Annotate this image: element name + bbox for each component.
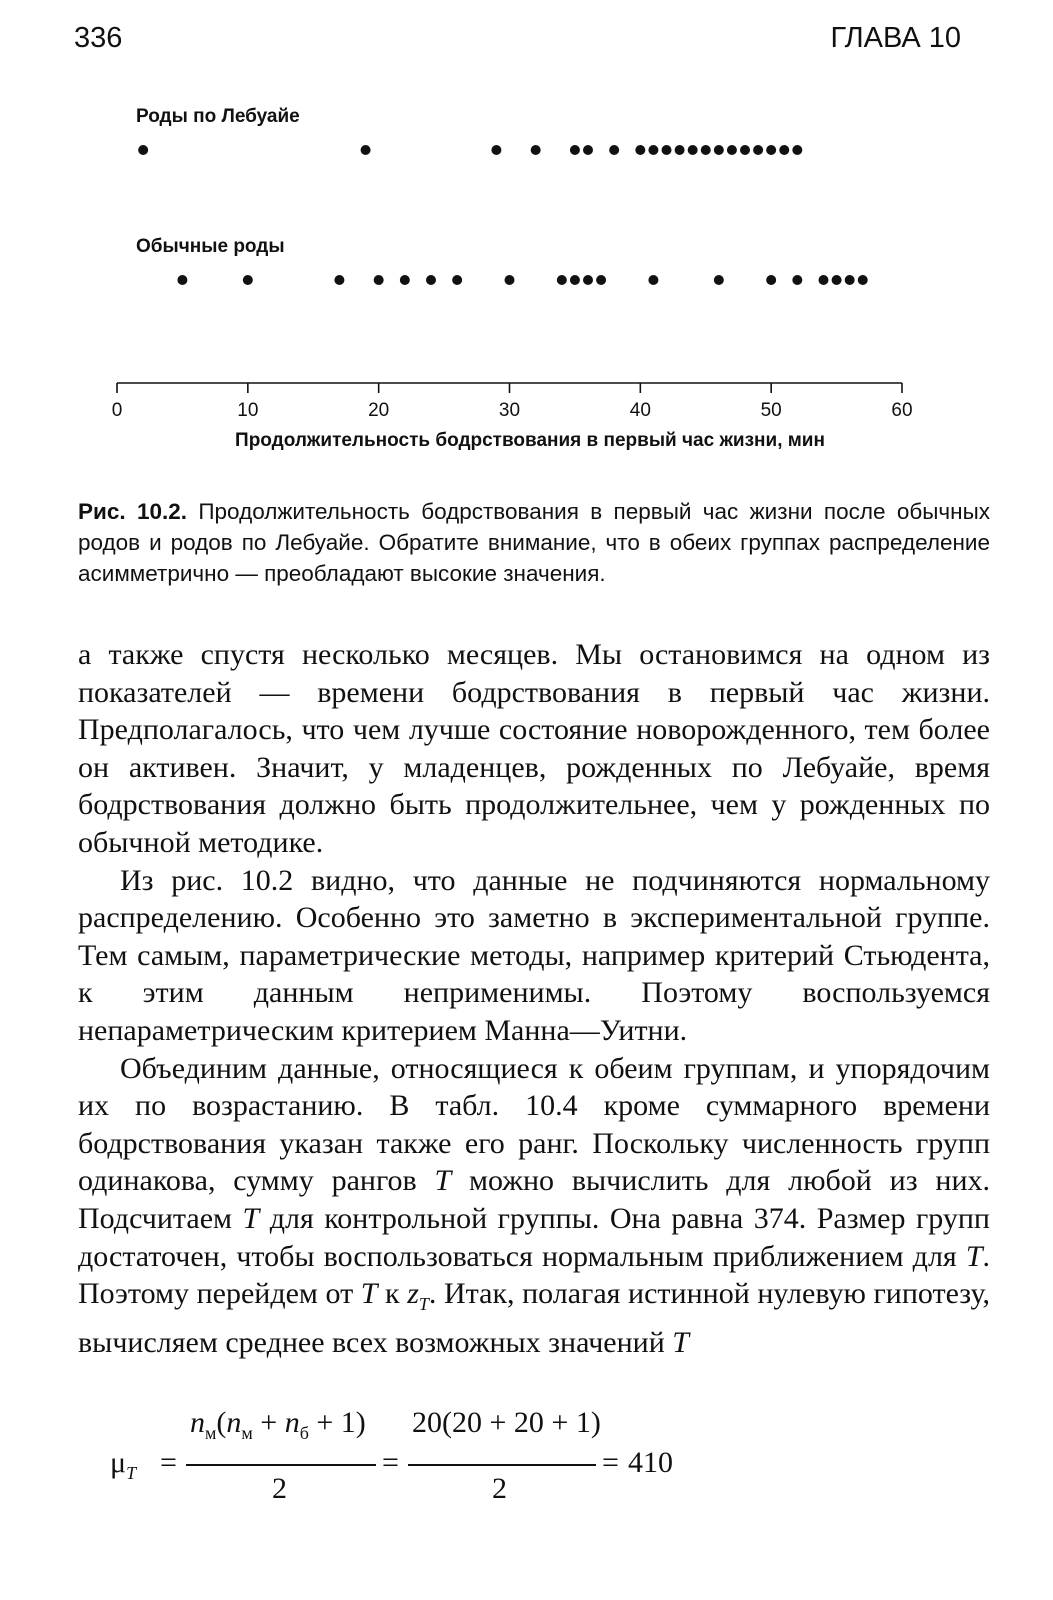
formula-eq-1: = [160, 1446, 177, 1479]
p3-text-6: . Итак, полагая истинной нулевую гипотезу, вычисляем среднее всех возможных значений [78, 1277, 991, 1359]
data-dot [819, 275, 829, 285]
n-sub: б [299, 1423, 309, 1443]
data-dot [675, 145, 685, 155]
series-label-lebouyer: Роды по Лебуайе [136, 106, 300, 127]
data-dot [858, 275, 868, 285]
data-dot [583, 145, 593, 155]
n-var: n [284, 1406, 300, 1439]
caption-text: Продолжительность бодрствования в первый час жизни после обычных родов и родов по Лебуайе. Обратите внимание, что в обеих группах распределение асимметрично — преобладают высокие значения. [78, 499, 990, 586]
dot-plot-chart [0, 90, 1053, 470]
p3-var-z: z [407, 1277, 419, 1311]
p3-var-T: T [360, 1277, 378, 1311]
series-dots-ordinary [177, 275, 867, 285]
paragraph-1: а также спустя несколько месяцев. Мы остановимся на одном из показателей — времени бодрствования в первый час жизни. Предполагалось, что чем лучше состояние новорожденного, тем более он активен. Значит, у младенцев, рожденных по Лебуайе, время бодрствования должно быть продолжительнее, чем у рожденных по обычной методике. [78, 638, 990, 859]
formula-lhs [110, 1446, 136, 1484]
x-tick-label: 40 [629, 400, 651, 421]
formula-result: 410 [628, 1446, 673, 1479]
p3-var-T: T [672, 1325, 689, 1359]
x-tick-label: 0 [111, 400, 123, 421]
x-axis-ticks [112, 383, 913, 421]
formula-denominator-1: 2 [272, 1472, 287, 1505]
data-dot [688, 145, 698, 155]
data-dot [400, 275, 410, 285]
data-dot [753, 145, 763, 155]
fraction-line-2 [408, 1464, 596, 1466]
body-text [78, 636, 990, 1361]
data-dot [609, 145, 619, 155]
p3-text-4: . Поэтому перейдем от [78, 1239, 990, 1311]
data-dot [845, 275, 855, 285]
data-dot [138, 145, 148, 155]
paren: ( [216, 1406, 227, 1439]
data-dot [570, 275, 580, 285]
formula-mean-T [110, 1406, 810, 1530]
data-dot [648, 145, 658, 155]
x-tick-label: 10 [237, 400, 259, 421]
data-dot [531, 145, 541, 155]
formula-numerator-2: 20(20 + 20 + 1) [412, 1406, 601, 1439]
data-dot [662, 145, 672, 155]
x-axis-title: Продолжительность бодрствования в первый час жизни, мин [235, 430, 825, 451]
p3-text-5: к [377, 1277, 408, 1311]
data-dot [701, 145, 711, 155]
p3-var-T: T [434, 1164, 452, 1198]
page-number: 336 [74, 22, 123, 54]
p3-text-1: Объединим данные, относящиеся к обеим группам, и упорядочим их по возрастанию. В табл. 10.4 кроме суммарного времени бодрствования указан также его ранг. Поскольку численность групп одинакова, сумму рангов [78, 1051, 990, 1198]
data-dot [740, 145, 750, 155]
formula-eq-2: = [382, 1446, 399, 1479]
data-dot [766, 275, 776, 285]
data-dot [648, 275, 658, 285]
plus-one: + 1) [308, 1406, 366, 1439]
formula-mu: μ [110, 1446, 127, 1479]
n-sub: м [241, 1423, 253, 1443]
series-label-ordinary: Обычные роды [136, 236, 285, 257]
fraction-line-1 [186, 1464, 376, 1466]
p3-text-2: можно вычислить для любой из них. Подсчитаем [78, 1164, 990, 1235]
data-dot [334, 275, 344, 285]
x-tick-label: 20 [368, 400, 390, 421]
figure-caption [78, 496, 990, 589]
n-var: n [226, 1406, 242, 1439]
data-dot [792, 275, 802, 285]
data-dot [452, 275, 462, 285]
chapter-header: ГЛАВА 10 [830, 22, 961, 54]
p3-var-z-sub: T [418, 1294, 429, 1315]
data-dot [361, 145, 371, 155]
data-dot [505, 275, 515, 285]
data-dot [177, 275, 187, 285]
data-dot [491, 145, 501, 155]
data-dot [727, 145, 737, 155]
formula-numerator-1 [190, 1406, 366, 1444]
formula-denominator-2: 2 [492, 1472, 507, 1505]
data-dot [714, 145, 724, 155]
data-dot [832, 275, 842, 285]
x-tick-label: 60 [891, 400, 913, 421]
n-var: n [190, 1406, 205, 1439]
p3-text-3: для контрольной группы. Она равна 374. Размер групп достаточен, чтобы воспользоваться нормальным приближением для [78, 1201, 990, 1273]
data-dot [635, 145, 645, 155]
data-dot [714, 275, 724, 285]
data-dot [570, 145, 580, 155]
p3-var-T: T [242, 1201, 260, 1235]
caption-label: Рис. 10.2. [78, 499, 187, 524]
data-dot [583, 275, 593, 285]
formula-mu-sub: T [126, 1463, 137, 1483]
n-sub: м [205, 1423, 217, 1443]
series-dots-lebouyer [138, 145, 802, 155]
data-dot [596, 275, 606, 285]
data-dot [766, 145, 776, 155]
data-dot [426, 275, 436, 285]
data-dot [792, 145, 802, 155]
data-dot [779, 145, 789, 155]
data-dot [374, 275, 384, 285]
x-tick-label: 50 [760, 400, 782, 421]
data-dot [557, 275, 567, 285]
data-dot [243, 275, 253, 285]
formula-eq-3: = [602, 1446, 619, 1479]
paragraph-2: Из рис. 10.2 видно, что данные не подчиняются нормальному распределению. Особенно это заметно в экспериментальной группе. Тем самым, параметрические методы, например критерий Стьюдента, к этим данным неприменимы. Поэтому воспользуемся непараметрическим критерием Манна—Уитни. [78, 863, 990, 1047]
x-tick-label: 30 [498, 400, 521, 421]
p3-var-T: T [965, 1239, 983, 1273]
plus: + [252, 1406, 285, 1439]
paragraph-3 [78, 1050, 990, 1362]
